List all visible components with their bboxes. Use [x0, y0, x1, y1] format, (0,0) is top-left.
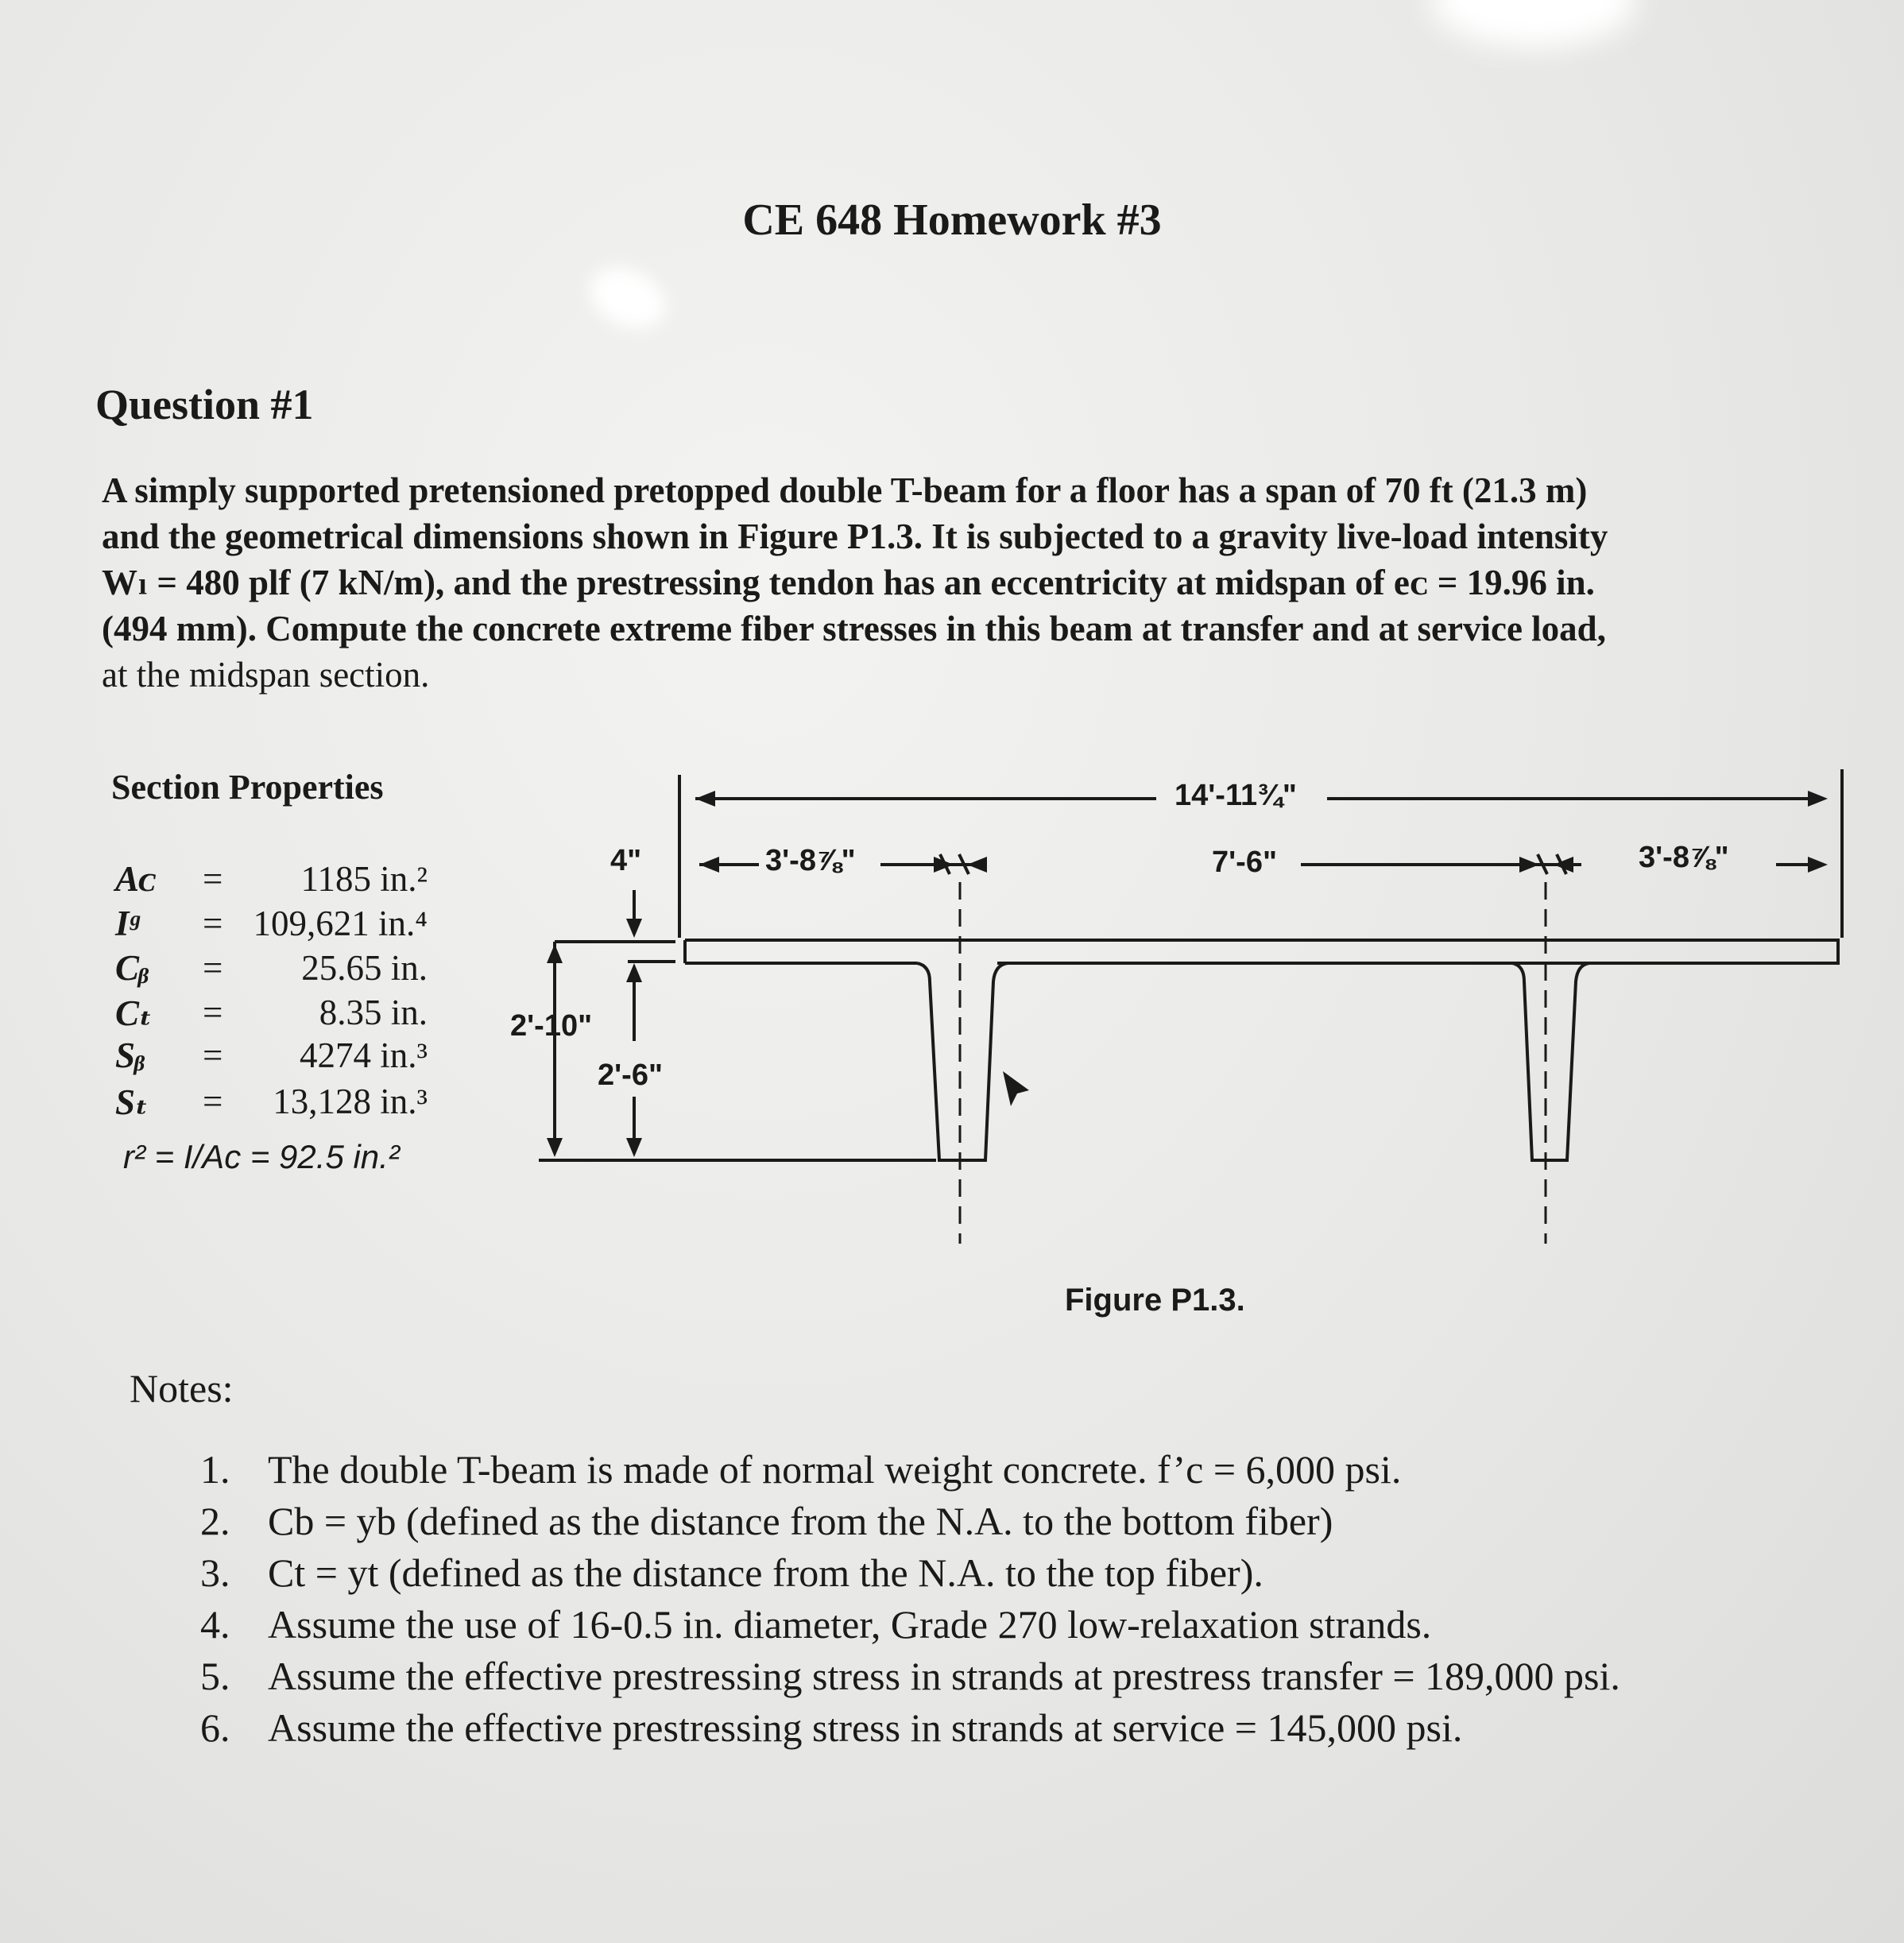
arrowheads: [547, 791, 1828, 1157]
property-value: 8.35 in.: [319, 993, 428, 1032]
property-equals: =: [203, 1082, 223, 1121]
note-text: Assume the effective prestressing stress in strands at prestress transfer = 189,000 psi.: [268, 1654, 1620, 1698]
property-equals: =: [203, 904, 223, 943]
note-number: 4.: [200, 1602, 230, 1647]
arrowhead: [1519, 857, 1539, 873]
left-stem-outline: [917, 963, 1512, 1160]
radius-of-gyration-line: r² = I/Aᴄ = 92.5 in.²: [123, 1138, 400, 1175]
section-properties-heading: Section Properties: [111, 768, 384, 807]
property-symbol: Cᵦ: [115, 948, 150, 988]
property-symbol: Sᵦ: [115, 1035, 146, 1075]
note-number: 1.: [200, 1447, 230, 1492]
note-number: 3.: [200, 1550, 230, 1595]
question-line: at the midspan section.: [102, 655, 430, 695]
question-heading: Question #1: [95, 381, 314, 428]
property-symbol: Sₜ: [115, 1082, 149, 1122]
question-line: (494 mm). Compute the concrete extreme fiber stresses in this beam at transfer and at service load,: [102, 609, 1606, 648]
arrowhead: [547, 944, 563, 963]
property-equals: =: [203, 1035, 223, 1075]
arrowhead: [626, 963, 642, 982]
property-symbol: Cₜ: [115, 993, 153, 1033]
notes-heading: Notes:: [130, 1366, 234, 1411]
arrowhead: [1808, 791, 1828, 807]
dim-total-depth: 2'-10": [510, 1009, 593, 1043]
property-symbol: Iᵍ: [115, 904, 140, 943]
arrowhead: [967, 857, 987, 873]
arrowhead: [626, 919, 642, 938]
dim-overall-width: 14'-11¾": [1175, 779, 1297, 812]
note-item: [200, 1498, 1333, 1544]
page-title: CE 648 Homework #3: [742, 195, 1162, 245]
flange-outline: [685, 940, 1838, 963]
property-value: 13,128 in.³: [273, 1082, 428, 1121]
property-symbol: Aᴄ: [115, 859, 156, 899]
note-number: 6.: [200, 1705, 230, 1750]
note-number: 2.: [200, 1499, 230, 1543]
property-value: 4274 in.³: [300, 1035, 428, 1075]
question-line: Wₗ = 480 plf (7 kN/m), and the prestressing tendon has an eccentricity at midspan of eᴄ = 19.96 in.: [102, 563, 1595, 602]
arrowhead: [626, 1138, 642, 1157]
note-text: Assume the use of 16-0.5 in. diameter, Grade 270 low-relaxation strands.: [268, 1602, 1432, 1647]
note-text: The double T-beam is made of normal weight concrete. f’c = 6,000 psi.: [268, 1447, 1402, 1492]
note-text: Ct = yt (defined as the distance from the N.A. to the top fiber).: [268, 1550, 1264, 1595]
dim-right-overhang: 3'-8⅞": [1639, 841, 1729, 874]
figure-caption: Figure P1.3.: [1065, 1283, 1245, 1318]
property-value: 25.65 in.: [301, 948, 428, 988]
question-line: A simply supported pretensioned pretopped double T-beam for a floor has a span of 70 ft (21.3 m): [102, 470, 1588, 510]
stem-depth-dimension: [628, 962, 675, 1144]
total-depth-dimension: [555, 942, 675, 1149]
note-item: [200, 1601, 1431, 1647]
arrowhead: [1808, 857, 1828, 873]
property-equals: =: [203, 993, 223, 1032]
property-value: 1185 in.²: [300, 859, 428, 899]
dim-stem-depth: 2'-6": [598, 1059, 663, 1092]
arrowhead: [695, 791, 715, 807]
arrowhead: [699, 857, 719, 873]
note-text: Assume the effective prestressing stress in strands at service = 145,000 psi.: [268, 1705, 1463, 1750]
note-item: [200, 1653, 1620, 1699]
property-equals: =: [203, 859, 223, 899]
note-number: 5.: [200, 1654, 230, 1698]
dim-left-overhang: 3'-8⅞": [765, 844, 856, 877]
question-line: and the geometrical dimensions shown in Figure P1.3. It is subjected to a gravity live-load intensity: [102, 517, 1608, 556]
note-item: [200, 1446, 1401, 1492]
cursor-arrow-icon: [1003, 1071, 1029, 1106]
note-item: [200, 1705, 1462, 1751]
arrowhead: [547, 1138, 563, 1157]
dim-stem-spacing: 7'-6": [1212, 846, 1277, 879]
dim-flange-thickness: 4": [610, 844, 642, 877]
property-equals: =: [203, 948, 223, 988]
right-stem-outline: [1512, 963, 1838, 1160]
note-text: Cb = yb (defined as the distance from the N.A. to the bottom fiber): [268, 1499, 1333, 1543]
note-item: [200, 1550, 1264, 1596]
property-value: 109,621 in.⁴: [253, 904, 428, 943]
